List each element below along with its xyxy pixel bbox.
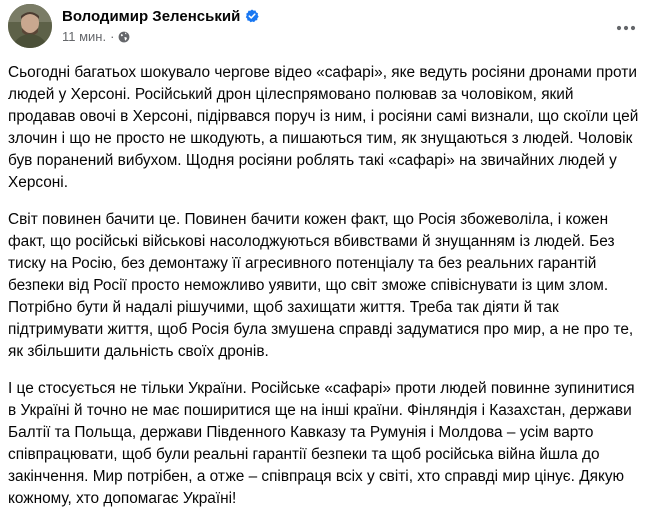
post-paragraph-2: Світ повинен бачити це. Повинен бачити кожен факт, що Росія збожеволіла, і кожен факт, що російські військові насолоджуються вбивствами й знущанням із людей. Без тиску на Росію, без демонтажу її агресивного потенціалу та без реальних гарантій безпеки від Росії просто неможливо уявити, що світ зможе співіснувати із цим злом. Потрібно бути й надалі рішучими, щоб захищати життя. Треба так діяти й так підтримувати життя, щоб Росія була змушена справді задуматися про мир, а не про те, як збільшити дальність своїх дронів. [8, 211, 634, 360]
more-options-icon [616, 25, 636, 31]
verified-badge-icon [245, 9, 259, 23]
more-options-button[interactable] [608, 10, 644, 46]
post-paragraph-3: І це стосується не тільки України. Російське «сафарі» проти людей повинне зупинитися в Україні й точно не має поширитися ще на інші країни. Фінляндія і Казахстан, держави Балтії та Польща, держави Південного Кавказу та Румунія і Молдова – усім варто співпрацювати, щоб були реальні гарантії безпеки та щоб російська війна йшла до закінчення. Мир потрібен, а отже – співпраця всіх у світі, хто справді мир цінує. Дякую кожному, хто допомагає Україні! [8, 380, 635, 507]
post-timestamp[interactable]: 11 мин. [62, 29, 107, 44]
post-paragraph-1: Сьогодні багатьох шокувало чергове відео «сафарі», яке ведуть росіяни дронами проти людей у Херсоні. Російський дрон цілеспрямовано полював за чоловіком, який продавав овочі в Херсоні, підірвався поруч із ним, і росіяни самі визнали, що скоїли цей злочин і що не просто не шкодують, а пишаються тим, як знущаються з людей. Чоловік був поранений вибухом. Щодня росіяни роблять такі «сафарі» на звичайних людей у Херсоні. [8, 64, 639, 191]
timestamp-row [62, 29, 259, 44]
post-meta [62, 5, 259, 44]
separator-dot: · [110, 29, 115, 44]
author-name[interactable]: Володимир Зеленський [62, 7, 241, 25]
post-header [8, 4, 644, 52]
globe-icon[interactable] [118, 31, 130, 43]
author-avatar[interactable] [8, 4, 52, 48]
avatar-image [8, 4, 52, 48]
author-row [62, 5, 259, 27]
post-body [8, 62, 644, 525]
